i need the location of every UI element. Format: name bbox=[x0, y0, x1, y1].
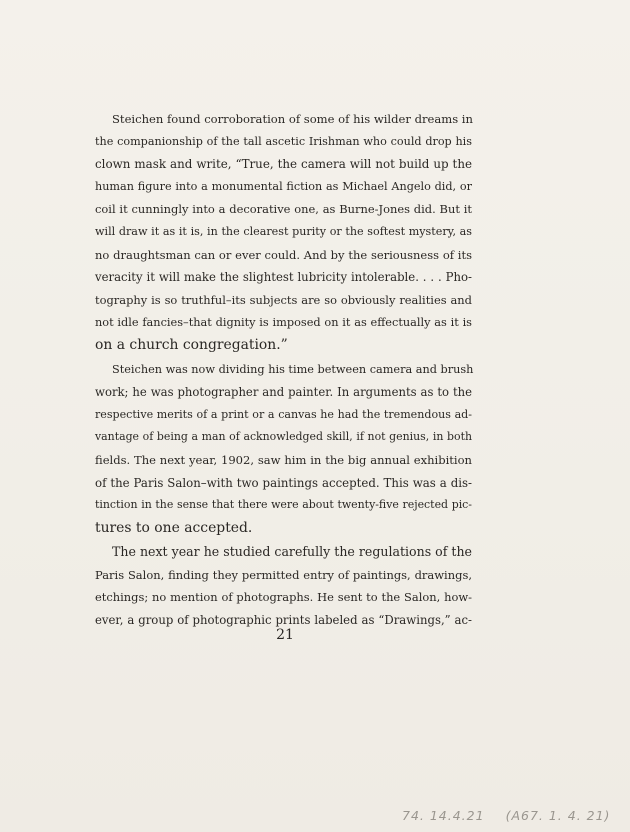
text-line: work; he was photographer and painter. In arguments as to the bbox=[95, 385, 472, 400]
paragraph-3 bbox=[95, 541, 472, 631]
text-line: tures to one accepted. bbox=[95, 519, 253, 536]
body-text bbox=[95, 108, 472, 632]
pencil-note-reference: (A67. 1. 4. 21) bbox=[505, 808, 611, 823]
text-line: respective merits of a print or a canvas he had the tremendous ad- bbox=[95, 407, 472, 421]
text-line: not idle fancies–that dignity is imposed on it as effectually as it is bbox=[95, 315, 472, 330]
text-line: The next year he studied carefully the regulations of the bbox=[112, 544, 472, 560]
page-number: 21 bbox=[276, 627, 294, 643]
paragraph-1 bbox=[95, 108, 472, 357]
text-line: Paris Salon, finding they permitted entry of paintings, drawings, bbox=[95, 567, 472, 582]
text-line: ever, a group of photographic prints labeled as “Drawings,” ac- bbox=[95, 613, 472, 628]
paragraph-2 bbox=[95, 359, 472, 540]
text-line: of the Paris Salon–with two paintings accepted. This was a dis- bbox=[95, 475, 472, 490]
text-line: clown mask and write, “True, the camera will not build up the bbox=[95, 157, 472, 172]
text-line: no draughtsman can or ever could. And by the seriousness of its bbox=[95, 247, 472, 262]
pencil-note-accession: 74. 14.4.21 bbox=[402, 808, 485, 823]
text-line: fields. The next year, 1902, saw him in the big annual exhibition bbox=[95, 452, 472, 467]
text-line: etchings; no mention of photographs. He sent to the Salon, how- bbox=[95, 590, 472, 605]
text-line: human figure into a monumental fiction as Michael Angelo did, or bbox=[95, 179, 472, 193]
text-line: Steichen found corroboration of some of his wilder dreams in bbox=[112, 112, 473, 126]
text-line: Steichen was now dividing his time between camera and brush bbox=[112, 362, 474, 376]
text-line: veracity it will make the slightest lubricity intolerable. . . . Pho- bbox=[95, 270, 472, 285]
text-line: will draw it as it is, in the clearest purity or the softest mystery, as bbox=[95, 224, 472, 238]
text-line: on a church congregation.” bbox=[95, 336, 288, 353]
text-line: tography is so truthful–its subjects are so obviously realities and bbox=[95, 292, 472, 307]
text-line: the companionship of the tall ascetic Irishman who could drop his bbox=[95, 134, 472, 148]
pencil-annotation bbox=[402, 808, 626, 823]
text-line: coil it cunningly into a decorative one, as Burne-Jones did. But it bbox=[95, 202, 472, 217]
text-line: vantage of being a man of acknowledged skill, if not genius, in both bbox=[95, 430, 472, 444]
text-line: tinction in the sense that there were about twenty-five rejected pic- bbox=[95, 498, 472, 512]
